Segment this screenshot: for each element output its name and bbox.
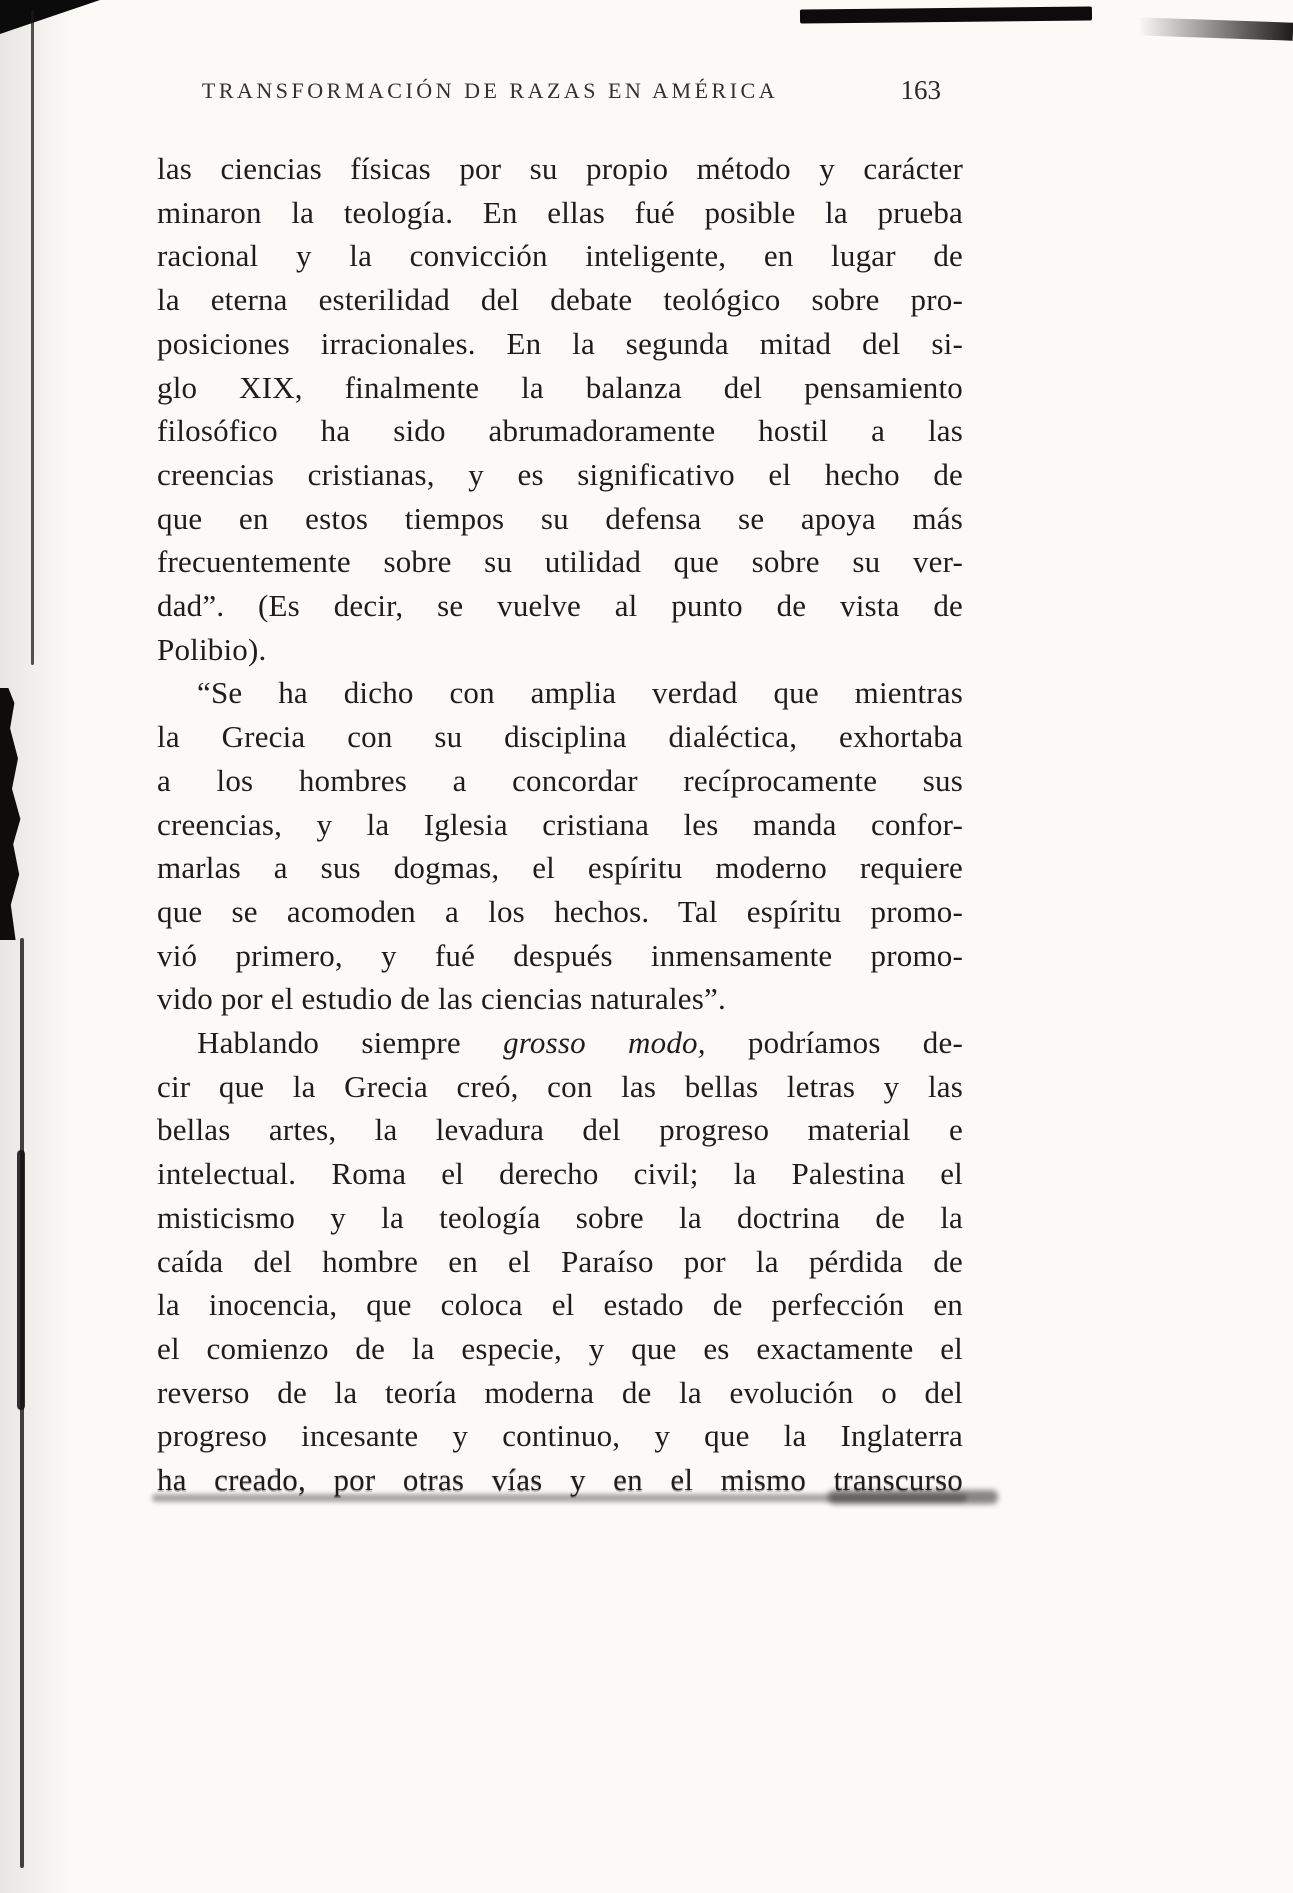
page-number: 163 [900,75,941,105]
italic-phrase: grosso modo, [503,1025,706,1061]
text-line: bellas artes, la levadura del progreso material e [157,1112,963,1148]
paragraph [157,147,963,671]
scan-artifact-top-right-streak [1138,17,1293,40]
page-body [157,147,963,1502]
scan-artifact-left-line-bulge [17,1150,25,1410]
text-line: intelectual. Roma el derecho civil; la Palestina el [157,1156,963,1192]
running-header [157,75,963,112]
text-line: glo XIX, finalmente la balanza del pensamiento [157,369,963,405]
text-line: a los hombres a concordar recíprocamente sus [157,762,963,798]
text-line: racional y la convicción inteligente, en lugar de [157,238,963,274]
text-line [157,1021,963,1065]
text-line: misticismo y la teología sobre la doctrina de la [157,1199,963,1235]
binding-shadow [0,0,70,1893]
text-line: las ciencias físicas por su propio método y carácter [157,151,963,186]
scan-artifact-left-line-top [31,10,34,665]
text-line: Polibio). [157,631,267,667]
text-line: cir que la Grecia creó, con las bellas letras y las [157,1068,963,1104]
text-line: “Se ha dicho con amplia verdad que mientras [197,675,963,711]
text-line: caída del hombre en el Paraíso por la pérdida de [157,1243,963,1279]
paragraph [157,671,963,1021]
text-line: posiciones irracionales. En la segunda mitad del si- [157,325,963,361]
text-line: ha creado, por otras vías y en el mismo transcurso [157,1462,963,1498]
running-header-title: TRANSFORMACIÓN DE RAZAS EN AMÉRICA [201,78,779,103]
text-line: frecuentemente sobre su utilidad que sobre su ver- [157,544,963,580]
text-line: minaron la teología. En ellas fué posible la prueba [157,194,963,230]
scan-artifact-top-right-bar [800,6,1092,23]
text-line: reverso de la teoría moderna de la evolución o del [157,1374,963,1410]
text-segment: podríamos de- [705,1025,963,1061]
text-line: la Grecia con su disciplina dialéctica, exhortaba [157,719,963,755]
text-line: creencias, y la Iglesia cristiana les manda confor- [157,806,963,842]
text-line: vió primero, y fué después inmensamente promo- [157,937,963,973]
text-line: creencias cristianas, y es significativo el hecho de [157,456,963,492]
text-line: progreso incesante y continuo, y que la Inglaterra [157,1418,963,1454]
text-line: que en estos tiempos su defensa se apoya más [157,500,963,536]
text-line: la inocencia, que coloca el estado de perfección en [157,1287,963,1323]
text-line: dad”. (Es decir, se vuelve al punto de vista de [157,588,963,624]
text-line: marlas a sus dogmas, el espíritu moderno requiere [157,850,963,886]
text-line: que se acomoden a los hechos. Tal espíritu promo- [157,893,963,929]
text-line: el comienzo de la especie, y que es exactamente el [157,1330,963,1366]
text-line: filosófico ha sido abrumadoramente hostil a las [157,413,963,449]
text-segment: Hablando siempre [197,1025,504,1061]
paragraph [157,1021,963,1502]
text-line: vido por el estudio de las ciencias naturales”. [157,981,726,1017]
text-line: la eterna esterilidad del debate teológico sobre pro- [157,282,963,318]
